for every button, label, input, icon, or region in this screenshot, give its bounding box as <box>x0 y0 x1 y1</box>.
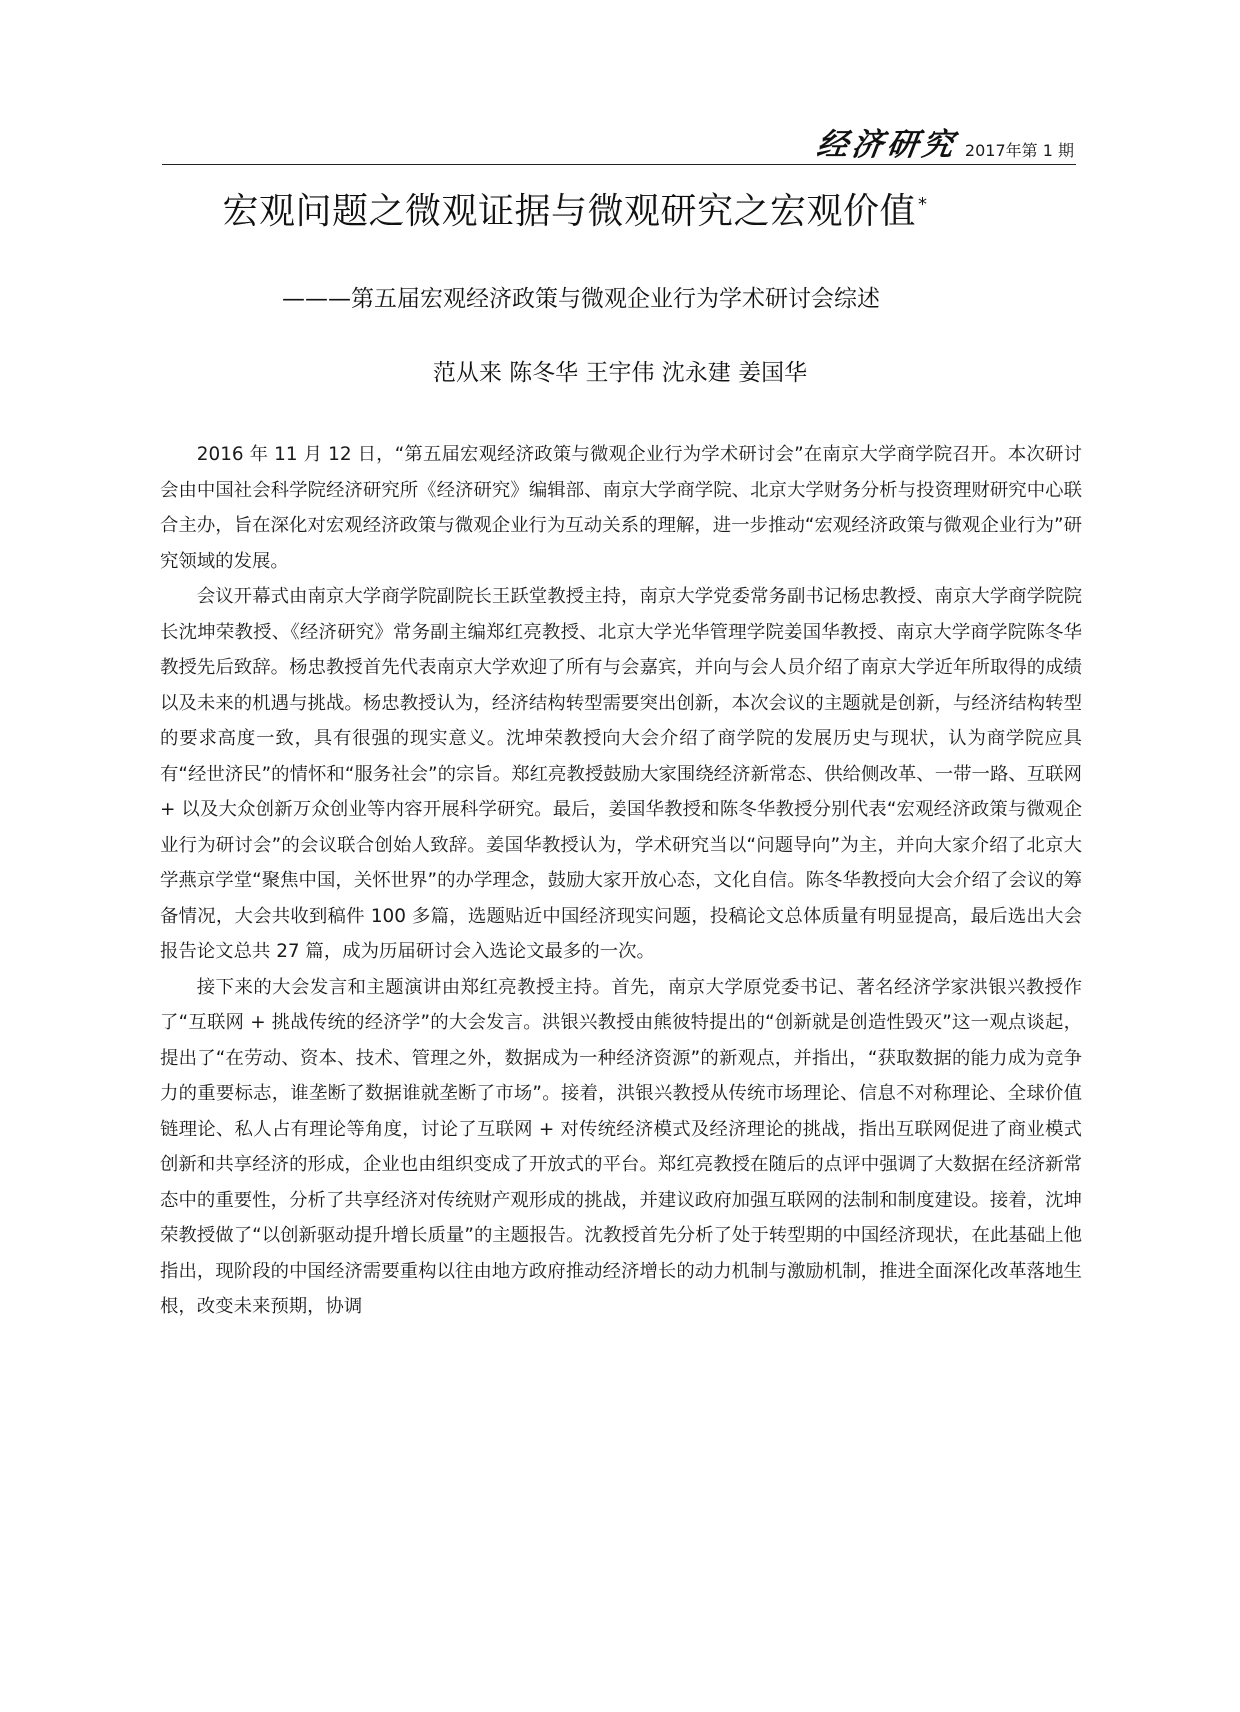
article-title <box>0 188 1150 236</box>
header-right-group <box>814 127 1074 163</box>
paragraph: 接下来的大会发言和主题演讲由郑红亮教授主持。首先，南京大学原党委书记、著名经济学家洪银兴教授作了“互联网 + 挑战传统的经济学”的大会发言。洪银兴教授由熊彼特提出的“创新就是创造性毁灭”这一观点谈起，提出了“在劳动、资本、技术、管理之外，数据成为一种经济资源”的新观点，并指出，“获取数据的能力成为竞争力的重要标志，谁垄断了数据谁就垄断了市场”。接着，洪银兴教授从传统市场理论、信息不对称理论、全球价值链理论、私人占有理论等角度，讨论了互联网 + 对传统经济模式及经济理论的挑战，指出互联网促进了商业模式创新和共享经济的形成，企业也由组织变成了开放式的平台。郑红亮教授在随后的点评中强调了大数据在经济新常态中的重要性，分析了共享经济对传统财产观形成的挑战，并建议政府加强互联网的法制和制度建设。接着，沈坤荣教授做了“以创新驱动提升增长质量”的主题报告。沈教授首先分析了处于转型期的中国经济现状，在此基础上他指出，现阶段的中国经济需要重构以往由地方政府推动经济增长的动力机制与激励机制，推进全面深化改革落地生根，改变未来预期，协调 <box>160 976 1082 1317</box>
paragraph: 2016 年 11 月 12 日，“第五届宏观经济政策与微观企业行为学术研讨会”在南京大学商学院召开。本次研讨会由中国社会科学院经济研究所《经济研究》编辑部、南京大学商学院、北京大学财务分析与投资理财研究中心联合主办，旨在深化对宏观经济政策与微观企业行为互动关系的理解，进一步推动“宏观经济政策与微观企业行为”研究领域的发展。 <box>160 444 1082 572</box>
paragraph: 会议开幕式由南京大学商学院副院长王跃堂教授主持，南京大学党委常务副书记杨忠教授、南京大学商学院院长沈坤荣教授、《经济研究》常务副主编郑红亮教授、北京大学光华管理学院姜国华教授、南京大学商学院陈冬华教授先后致辞。杨忠教授首先代表南京大学欢迎了所有与会嘉宾，并向与会人员介绍了南京大学近年所取得的成绩以及未来的机遇与挑战。杨忠教授认为，经济结构转型需要突出创新，本次会议的主题就是创新，与经济结构转型的要求高度一致，具有很强的现实意义。沈坤荣教授向大会介绍了商学院的发展历史与现状，认为商学院应具有“经世济民”的情怀和“服务社会”的宗旨。郑红亮教授鼓励大家围绕经济新常态、供给侧改革、一带一路、互联网 + 以及大众创新万众创业等内容开展科学研究。最后，姜国华教授和陈冬华教授分别代表“宏观经济政策与微观企业行为研讨会”的会议联合创始人致辞。姜国华教授认为，学术研究当以“问题导向”为主，并向大家介绍了北京大学燕京学堂“聚焦中国，关怀世界”的办学理念，鼓励大家开放心态，文化自信。陈冬华教授向大会介绍了会议的筹备情况，大会共收到稿件 100 多篇，选题贴近中国经济现实问题，投稿论文总体质量有明显提高，最后选出大会报告论文总共 27 篇，成为历届研讨会入选论文最多的一次。 <box>160 586 1082 962</box>
journal-logo: 经济研究 <box>814 127 960 163</box>
author-list: 范从来 陈冬华 王宇伟 沈永建 姜国华 <box>432 360 808 386</box>
issue-info: 2017年第 1 期 <box>964 141 1074 160</box>
article-title-text: 宏观问题之微观证据与微观研究之宏观价值 <box>222 191 916 232</box>
article-body <box>160 437 1082 1325</box>
running-header <box>162 127 1076 165</box>
title-footnote-mark: * <box>918 194 928 215</box>
article-subtitle: ———第五届宏观经济政策与微观企业行为学术研讨会综述 <box>282 286 880 312</box>
